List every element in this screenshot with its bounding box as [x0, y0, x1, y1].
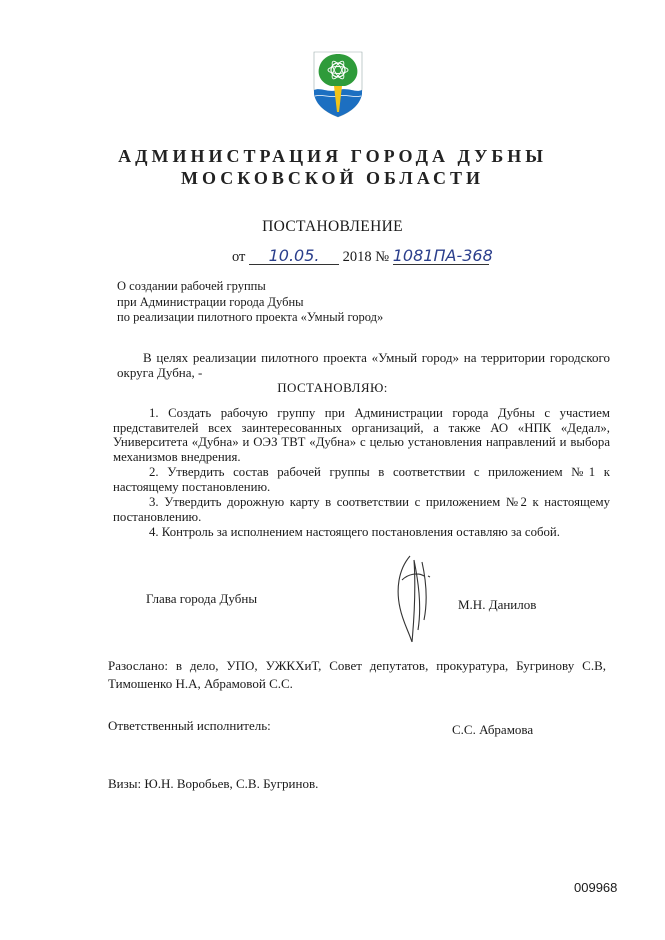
distribution-list: Разослано: в дело, УПО, УЖКХиТ, Совет депутатов, прокуратура, Бугринову С.В, Тимошенко Н.А, Абрамовой С.С.: [108, 658, 606, 691]
handwritten-date: 10.05.: [249, 248, 339, 265]
date-prefix: от: [232, 249, 246, 265]
decree-item: 1. Создать рабочую группу при Администрации города Дубны с участием представителей всех заинтересованных организаций, а также АО «НПК «Дедал», Университета «Дубна» и ОЭЗ ТВТ «Дубна» с целью установления направлений и выбора механизмов внедрения.: [113, 406, 610, 464]
preamble-paragraph: В целях реализации пилотного проекта «Умный город» на территории городского округа Дубна, -: [117, 350, 610, 380]
handwritten-doc-number: 1081ПА-368: [392, 246, 493, 265]
visas-line: Визы: Ю.Н. Воробьев, С.В. Бугринов.: [108, 776, 319, 791]
organization-name: АДМИНИСТРАЦИЯ ГОРОДА ДУБНЫ: [118, 146, 547, 166]
signatory-title: Глава города Дубны: [146, 591, 258, 606]
document-subject: [117, 279, 383, 326]
decree-item: 4. Контроль за исполнением настоящего постановления оставляю за собой.: [149, 525, 560, 539]
decree-item: 3. Утвердить дорожную карту в соответствии с приложением №2 к настоящему постановлению.: [113, 495, 610, 524]
organization-region: МОСКОВСКОЙ ОБЛАСТИ: [181, 168, 484, 188]
decree-item: 2. Утвердить состав рабочей группы в соответствии с приложением №1 к настоящему постановлению.: [113, 465, 610, 494]
document-type-title: ПОСТАНОВЛЕНИЕ: [262, 218, 403, 235]
subject-line: О создании рабочей группы: [117, 279, 266, 293]
subject-line: по реализации пилотного проекта «Умный город»: [117, 310, 384, 324]
document-serial-number: 009968: [574, 880, 618, 895]
dubna-coat-of-arms-icon: [311, 50, 365, 118]
date-number-line: [232, 246, 493, 266]
responsible-label: Ответственный исполнитель:: [108, 718, 271, 733]
handwritten-signature: [388, 550, 438, 650]
subject-line: при Администрации города Дубны: [117, 294, 304, 309]
year-number-label: 2018 №: [342, 249, 390, 265]
decree-word: ПОСТАНОВЛЯЮ:: [277, 380, 388, 395]
decree-items: [113, 406, 610, 541]
responsible-name: С.С. Абрамова: [452, 722, 534, 737]
signatory-name: М.Н. Данилов: [458, 597, 537, 612]
